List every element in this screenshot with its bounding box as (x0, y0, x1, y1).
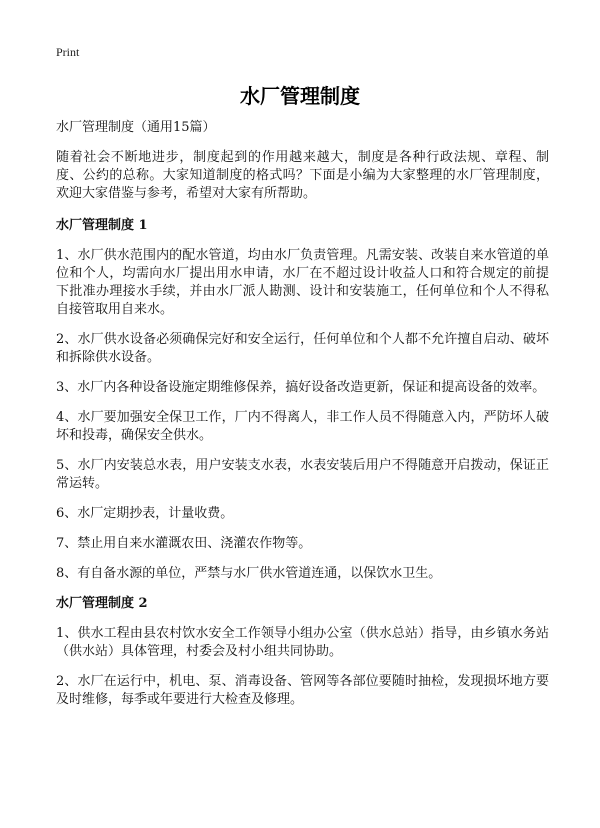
document-subtitle: 水厂管理制度（通用15篇） (56, 120, 216, 135)
section-paragraph: 8、有自备水源的单位，严禁与水厂供水管道连通，以保饮水卫生。 (56, 566, 442, 581)
section-heading: 水厂管理制度 1 (56, 218, 148, 233)
section-paragraph: 1、供水工程由县农村饮水安全工作领导小组办公室（供水总站）指导，由乡镇水务站（供水站）具体管理，村委会及村小组共同协助。 (56, 626, 549, 659)
section-1 (56, 217, 549, 583)
section-paragraph: 7、禁止用自来水灌溉农田、浇灌农作物等。 (56, 536, 312, 551)
section-paragraph: 2、水厂在运行中，机电、泵、消毒设备、管网等各部位要随时抽检，发现损坏地方要及时维修，每季或年要进行大检查及修理。 (56, 674, 549, 707)
print-link[interactable]: Print (56, 45, 80, 59)
section-paragraph: 1、水厂供水范围内的配水管道，均由水厂负责管理。凡需安装、改装自来水管道的单位和个人，均需向水厂提出用水申请，水厂在不超过设计收益人口和符合规定的前提下批准办理接水手续，并由水厂派人勘测、设计和安装施工，任何单位和个人不得私自接管取用自来水。 (56, 248, 549, 317)
section-paragraph: 3、水厂内各种设备设施定期维修保养，搞好设备改造更新，保证和提高设备的效率。 (56, 380, 546, 395)
section-2 (56, 595, 549, 709)
document-body (56, 119, 549, 721)
section-paragraph: 4、水厂要加强安全保卫工作，厂内不得离人，非工作人员不得随意入内，严防坏人破坏和投毒，确保安全供水。 (56, 410, 549, 443)
intro-paragraph: 随着社会不断地进步，制度起到的作用越来越大，制度是各种行政法规、章程、制度、公约的总称。大家知道制度的格式吗？下面是小编为大家整理的水厂管理制度，欢迎大家借鉴与参考，希望对大家有所帮助。 (56, 150, 549, 201)
section-heading: 水厂管理制度 2 (56, 596, 148, 611)
section-paragraph: 5、水厂内安装总水表，用户安装支水表，水表安装后用户不得随意开启拨动，保证正常运转。 (56, 458, 549, 491)
section-paragraph: 6、水厂定期抄表，计量收费。 (56, 506, 234, 521)
section-paragraph: 2、水厂供水设备必须确保完好和安全运行，任何单位和个人都不允许擅自启动、破坏和拆除供水设备。 (56, 332, 549, 365)
document-title: 水厂管理制度 (240, 84, 360, 108)
